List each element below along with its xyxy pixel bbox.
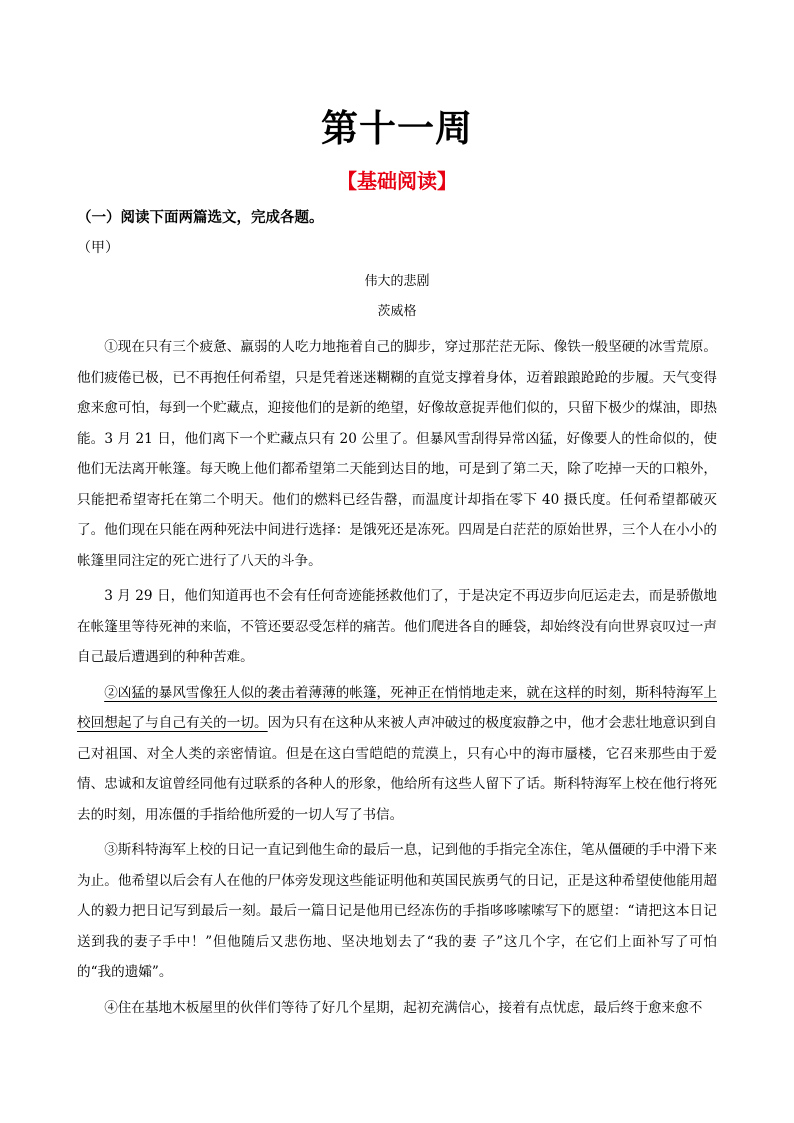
article-body <box>77 332 717 1028</box>
underlined-sentence: ②凶猛的暴风雪像狂人似的袭击着薄薄的帐篷，死神正在悄悄地走来，就在这样的时刻，斯科特海军上校回想起了与自己有关的一切。 <box>77 684 717 731</box>
article-author: 茨威格 <box>377 304 417 319</box>
paragraph-4: ③斯科特海军上校的日记一直记到他生命的最后一息，记到他的手指完全冻住，笔从僵硬的手中滑下来为止。他希望以后会有人在他的尸体旁发现这些能证明他和英国民族勇气的日记，正是这种希望使他能用超人的毅力把日记写到最后一刻。最后一篇日记是他用已经冻伤的手指哆哆嗦嗦写下的愿望：“请把这本日记送到我的妻子手中！”但他随后又悲伤地、坚决地划去了“我的妻 子”这几个字，在它们上面补写了可怕的“我的遗孀”。 <box>77 842 717 980</box>
paragraph-3 <box>77 678 717 831</box>
page-title: 第十一周 <box>321 107 473 150</box>
paragraph-5: ④住在基地木板屋里的伙伴们等待了好几个星期，起初充满信心，接着有点忧虑，最后终于愈来愈不 <box>104 999 703 1016</box>
part-label: （甲） <box>77 240 119 256</box>
paragraph-2: 3 月 29 日，他们知道再也不会有任何奇迹能拯救他们了，于是决定不再迈步向厄运走去，而是骄傲地在帐篷里等待死神的来临，不管还要忍受怎样的痛苦。他们爬进各自的睡袋，却始终没有向世界哀叹过一声自己最后遭遇到的种种苦难。 <box>77 588 717 665</box>
paragraph-3-rest: 因为只有在这种从来被人声冲破过的极度寂静之中，他才会悲壮地意识到自己对祖国、对全人类的亲密情谊。但是在这白雪皑皑的荒漠上，只有心中的海市蜃楼，它召来那些由于爱情、忠诚和友谊曾经同他有过联系的各种人的形象，他给所有这些人留下了话。斯科特海军上校在他行将死去的时刻，用冻僵的手指给他所爱的一切人写了书信。 <box>77 715 718 823</box>
article-title: 伟大的悲剧 <box>364 274 430 289</box>
section-title: 【基础阅读】 <box>337 169 457 193</box>
paragraph-1: ①现在只有三个疲惫、羸弱的人吃力地拖着自己的脚步，穿过那茫茫无际、像铁一般坚硬的冰雪荒原。他们疲倦已极，已不再抱任何希望，只是凭着迷迷糊糊的直觉支撑着身体，迈着踉踉跄跄的步履。天气变得愈来愈可怕，每到一个贮藏点，迎接他们的是新的绝望，好像故意捉弄他们似的，只留下极少的煤油，即热能。3 月 21 日，他们离下一个贮藏点只有 20 公里了。但暴风雪刮得异常凶猛，好像要人的性命似的，使他们无法离开帐篷。每天晚上他们都希望第二天能到达目的地，可是到了第二天，除了吃掉一天的口粮外，只能把希望寄托在第二个明天。他们的燃料已经告罄，而温度计却指在零下 40 摄氏度。任何希望都破灭了。他们现在只能在两种死法中间进行选择：是饿死还是冻死。四周是白茫茫的原始世界，三个人在小小的帐篷里同注定的死亡进行了八天的斗争。 <box>77 339 717 569</box>
question-heading: （一）阅读下面两篇选文，完成各题。 <box>77 210 324 226</box>
